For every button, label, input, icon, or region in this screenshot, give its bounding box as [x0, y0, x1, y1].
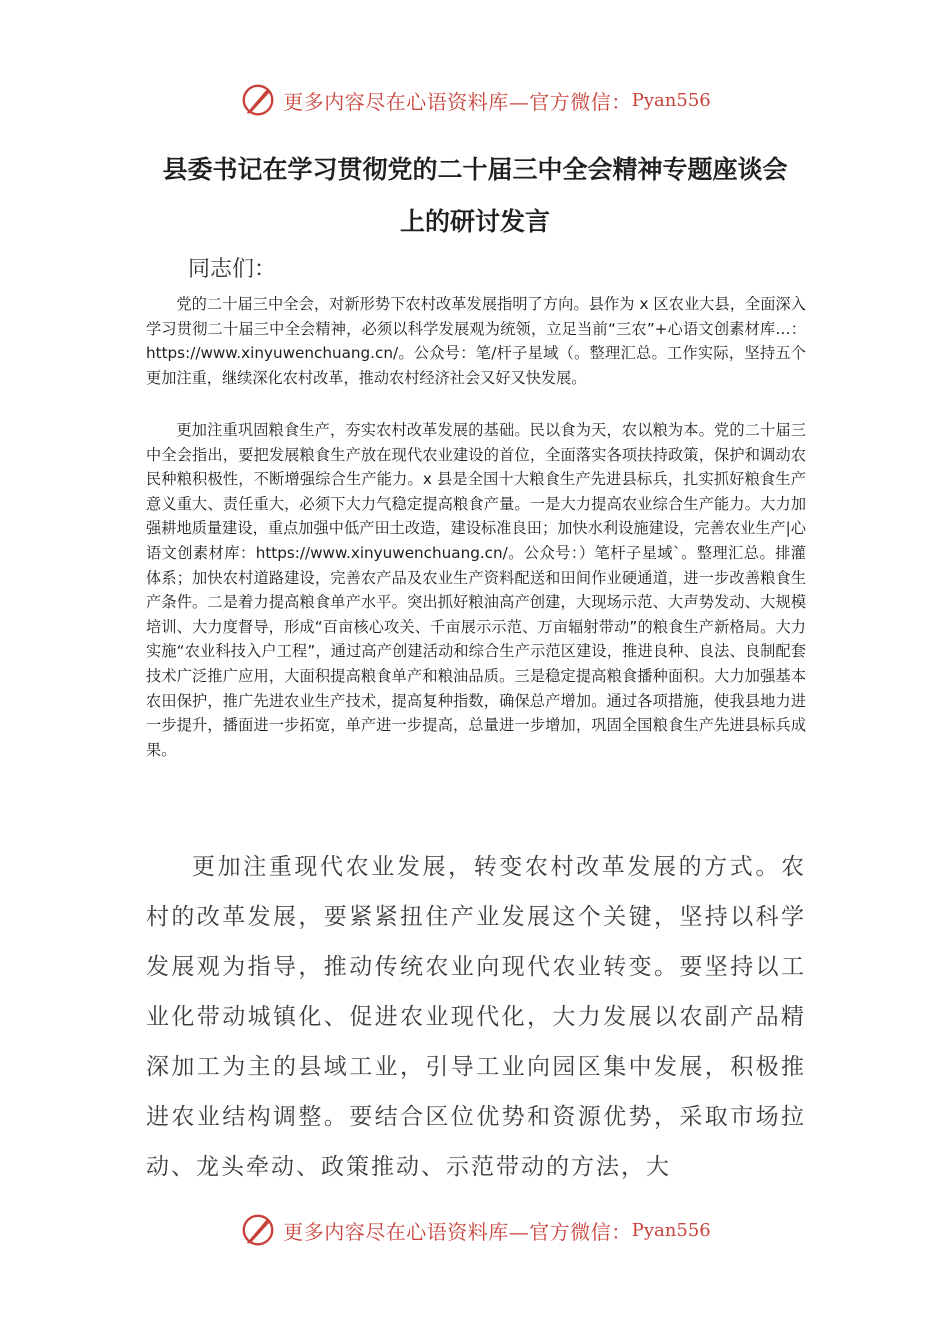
document-title-line2: 上的研讨发言	[399, 207, 550, 236]
document-title-line1: 县委书记在学习贯彻党的二十届三中全会精神专题座谈会	[162, 155, 788, 184]
banner-contact: Pyan556	[631, 89, 711, 111]
salutation: 同志们：	[188, 257, 277, 282]
paragraph-modern-agriculture: 更加注重现代农业发展，转变农村改革发展的方式。农村的改革发展，要紧紧扭住产业发展这个关键，坚持以科学发展观为指导，推动传统农业向现代农业转变。要坚持以工业化带动城镇化、促进农业现代化，大力发展以农副产品精深加工为主的县域工业，引导工业向园区集中发展，积极推进农业结构调整。要结合区位优势和资源优势，采取市场拉动、龙头牵动、政策推动、示范带动的方法，大	[146, 854, 806, 1180]
banner-contact: Pyan556	[631, 1219, 711, 1241]
footer-banner	[0, 1208, 950, 1252]
banner-text: 更多内容尽在心语资料库—官方微信：	[283, 1219, 632, 1244]
banner-text: 更多内容尽在心语资料库—官方微信：	[283, 89, 632, 114]
paragraph-intro: 党的二十届三中全会，对新形势下农村改革发展指明了方向。县作为 x 区农业大县，全面深入学习贯彻二十届三中全会精神，必须以科学发展观为统领，立足当前“三农”+心语文创素材库…：https://www.xinyuwenchuang.cn/。公众号：笔/杆子星域（。整理汇总。工作实际，坚持五个更加注重，继续深化农村改革，推动农村经济社会又好又快发展。	[146, 295, 806, 387]
header-banner	[0, 78, 950, 122]
quill-logo-icon	[239, 1211, 277, 1249]
quill-logo-icon	[239, 81, 277, 119]
paragraph-grain-production: 更加注重巩固粮食生产，夯实农村改革发展的基础。民以食为天，农以粮为本。党的二十届三中全会指出，要把发展粮食生产放在现代农业建设的首位，全面落实各项扶持政策，保护和调动农民种粮积极性，不断增强综合生产能力。x 县是全国十大粮食生产先进县标兵，扎实抓好粮食生产意义重大、责任重大，必须下大力气稳定提高粮食产量。一是大力提高农业综合生产能力。大力加强耕地质量建设，重点加强中低产田土改造，建设标准良田；加快水利设施建设，完善农业生产|心语文创素材库：https://www.xinyuwenchuang.cn/。公众号：）笔杆子星域`。整理汇总。排灌体系；加快农村道路建设，完善农产品及农业生产资料配送和田间作业硬通道，进一步改善粮食生产条件。二是着力提高粮食单产水平。突出抓好粮油高产创建，大现场示范、大声势发动、大规模培训、大力度督导，形成“百亩核心攻关、千亩展示示范、万亩辐射带动”的粮食生产新格局。大力实施“农业科技入户工程”，通过高产创建活动和综合生产示范区建设，推进良种、良法、良制配套技术广泛推广应用，大面积提高粮食单产和粮油品质。三是稳定提高粮食播种面积。大力加强基本农田保护，推广先进农业生产技术，提高复种指数，确保总产增加。通过各项措施，使我县地力进一步提升，播面进一步拓宽，单产进一步提高，总量进一步增加，巩固全国粮食生产先进县标兵成果。	[146, 421, 806, 759]
